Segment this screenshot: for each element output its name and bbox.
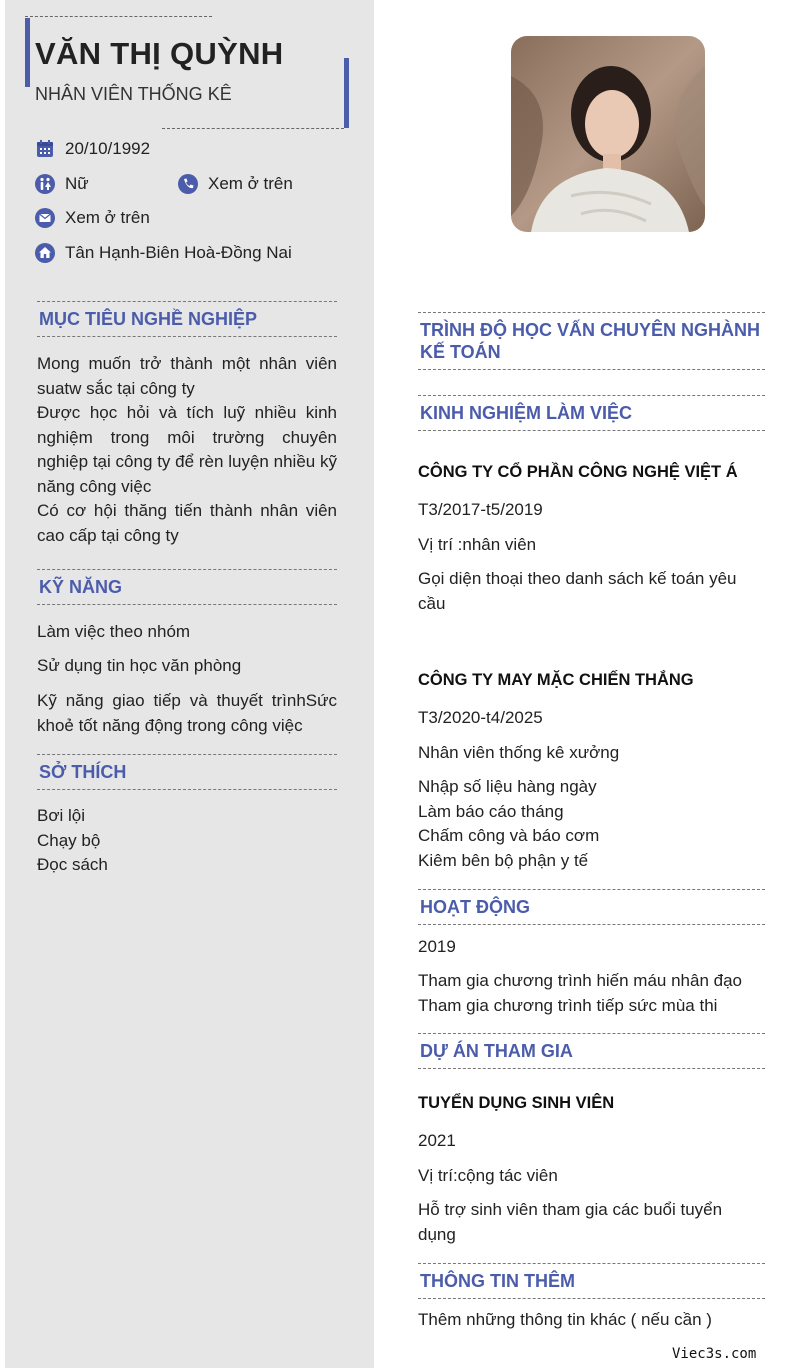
phone-icon bbox=[178, 174, 198, 194]
hobbies-list bbox=[37, 804, 337, 878]
birthday-row bbox=[35, 139, 150, 159]
header-top-divider bbox=[25, 16, 212, 17]
header-bottom-divider bbox=[162, 128, 344, 129]
job-duties bbox=[418, 775, 758, 873]
email-icon bbox=[35, 208, 55, 228]
job-position: Vị trí :nhân viên bbox=[418, 535, 537, 554]
birthday-value: 20/10/1992 bbox=[65, 139, 151, 158]
hobbies-heading: SỞ THÍCH bbox=[37, 754, 337, 790]
footer-watermark[interactable]: Viec3s.com bbox=[672, 1346, 757, 1362]
skill-item: Làm việc theo nhóm bbox=[37, 622, 191, 641]
objective-line: Được học hỏi và tích luỹ nhiều kinh nghiệm trong môi trường chuyên nghiệp tại công ty để rèn luyện nhiều kỹ năng công việc bbox=[37, 403, 337, 496]
activities-list bbox=[418, 969, 758, 1018]
job-company: CÔNG TY MAY MẶC CHIẾN THẮNG bbox=[418, 671, 694, 689]
extra-info-heading: THÔNG TIN THÊM bbox=[418, 1263, 765, 1299]
objective-heading: MỤC TIÊU NGHỀ NGHIỆP bbox=[37, 301, 337, 337]
project-description: Hỗ trợ sinh viên tham gia các buổi tuyển dụng bbox=[418, 1200, 723, 1244]
job-company: CÔNG TY CỔ PHẦN CÔNG NGHỆ VIỆT Á bbox=[418, 463, 738, 481]
objective-line: Có cơ hội thăng tiến thành nhân viên cao cấp tại công ty bbox=[37, 501, 337, 545]
projects-heading: DỰ ÁN THAM GIA bbox=[418, 1033, 765, 1069]
activities-heading: HOẠT ĐỘNG bbox=[418, 889, 765, 925]
job-duty: Chấm công và báo cơm bbox=[418, 826, 600, 845]
job-title: NHÂN VIÊN THỐNG KÊ bbox=[35, 84, 232, 104]
address-value: Tân Hạnh-Biên Hoà-Đồng Nai bbox=[65, 243, 292, 262]
job-period: T3/2017-t5/2019 bbox=[418, 500, 543, 519]
skill-item: Sử dụng tin học văn phòng bbox=[37, 656, 242, 675]
experience-heading: KINH NGHIỆM LÀM VIỆC bbox=[418, 395, 765, 431]
objective-text bbox=[37, 352, 337, 548]
phone-value: Xem ở trên bbox=[208, 174, 293, 193]
email-row bbox=[35, 208, 150, 228]
job-position: Nhân viên thống kê xưởng bbox=[418, 743, 620, 762]
job-duty: Gọi diện thoại theo danh sách kế toán yêu cầu bbox=[418, 569, 737, 613]
gender-icon bbox=[35, 174, 55, 194]
candidate-name: VĂN THỊ QUỲNH bbox=[35, 36, 284, 71]
activity-item: Tham gia chương trình tiếp sức mùa thi bbox=[418, 995, 718, 1015]
gender-value: Nữ bbox=[65, 174, 89, 193]
skills-heading: KỸ NĂNG bbox=[37, 569, 337, 605]
project-name: TUYỂN DỤNG SINH VIÊN bbox=[418, 1094, 615, 1112]
header-right-accent-bar bbox=[344, 58, 349, 128]
address-row bbox=[35, 243, 292, 263]
job-duty: Làm báo cáo tháng bbox=[418, 801, 564, 821]
home-icon bbox=[35, 243, 55, 263]
gender-row bbox=[35, 174, 89, 194]
header-left-accent-bar bbox=[25, 18, 30, 87]
hobby-item: Chạy bộ bbox=[37, 830, 101, 850]
job-duty: Kiêm bên bộ phận y tế bbox=[418, 850, 589, 870]
activities-year: 2019 bbox=[418, 937, 456, 956]
job-duty: Nhập số liệu hàng ngày bbox=[418, 777, 597, 796]
profile-photo bbox=[511, 36, 705, 232]
skill-item: Kỹ năng giao tiếp và thuyết trìnhSức khoẻ tốt năng động trong công việc bbox=[37, 691, 337, 735]
project-year: 2021 bbox=[418, 1131, 456, 1150]
education-heading: TRÌNH ĐỘ HỌC VẤN CHUYÊN NGHÀNH KẾ TOÁN bbox=[418, 312, 765, 370]
job-period: T3/2020-t4/2025 bbox=[418, 708, 543, 727]
objective-line: Mong muốn trở thành một nhân viên suatw sắc tại công ty bbox=[37, 354, 337, 398]
left-sidebar bbox=[5, 0, 374, 1368]
project-position: Vị trí:cộng tác viên bbox=[418, 1166, 558, 1185]
phone-row bbox=[178, 174, 293, 194]
name-header bbox=[25, 16, 349, 129]
extra-info-text: Thêm những thông tin khác ( nếu cần ) bbox=[418, 1310, 712, 1329]
activity-item: Tham gia chương trình hiến máu nhân đạo bbox=[418, 971, 743, 990]
hobby-item: Đọc sách bbox=[37, 855, 108, 874]
calendar-icon bbox=[35, 139, 55, 159]
hobby-item: Bơi lội bbox=[37, 806, 85, 825]
email-value: Xem ở trên bbox=[65, 208, 150, 227]
